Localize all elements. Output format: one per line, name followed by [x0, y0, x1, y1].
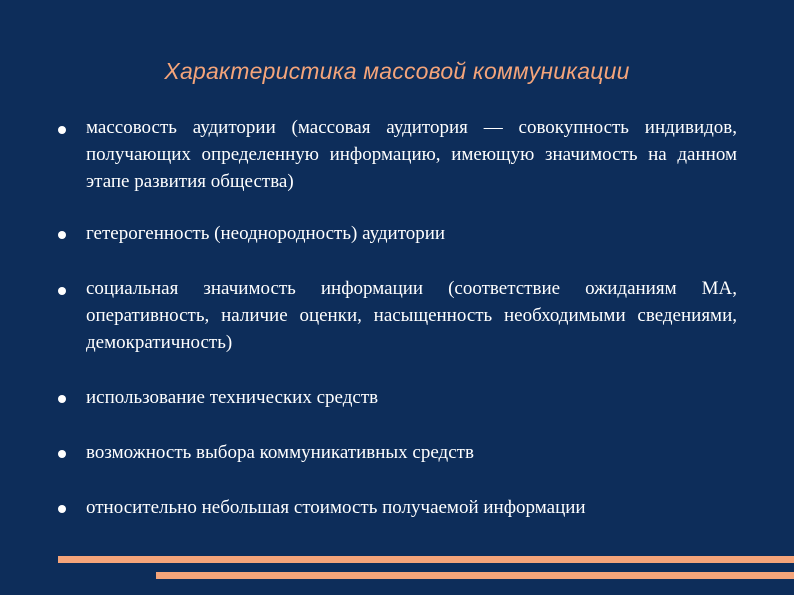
accent-bar-top [58, 556, 794, 563]
bullet-icon [58, 505, 66, 513]
bullet-icon [58, 126, 66, 134]
list-item-text: гетерогенность (неоднородность) аудитории [86, 223, 446, 244]
list-item-text: массовость аудитории (массовая аудитория — совокупность индивидов, получающих определенную информацию, имеющую значимость на данном этапе развития общества) [86, 117, 737, 192]
slide-title: Характеристика массовой коммуникации [164, 58, 630, 84]
bullet-icon [58, 231, 66, 239]
bullet-icon [58, 395, 66, 403]
bullet-icon [58, 287, 66, 295]
list-item-text: относительно небольшая стоимость получаемой информации [86, 497, 586, 518]
accent-bar-bottom [156, 572, 794, 579]
list-item-text: использование технических средств [86, 387, 379, 408]
bullet-icon [58, 450, 66, 458]
list-item-text: возможность выбора коммуникативных средств [86, 442, 474, 463]
list-item-text: социальная значимость информации (соответствие ожиданиям МА, оперативность, наличие оценки, насыщенность необходимыми сведениями, демократичность) [86, 278, 737, 353]
